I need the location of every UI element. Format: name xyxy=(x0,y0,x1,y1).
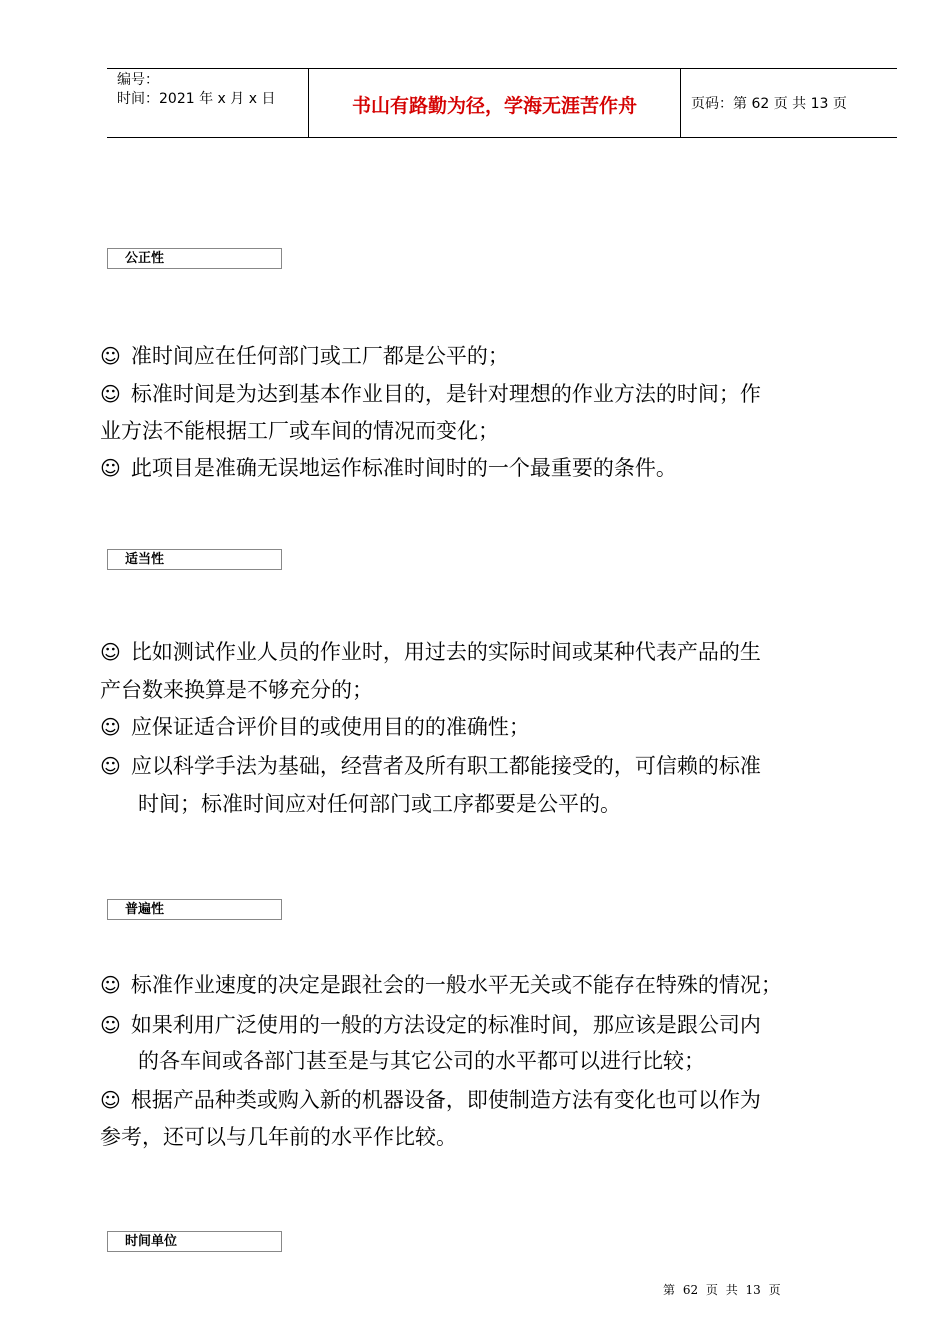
list-item-text: 根据产品种类或购入新的机器设备，即使制造方法有变化也可以作为 xyxy=(130,1088,761,1112)
list-item-text: 标准时间是为达到基本作业目的，是针对理想的作业方法的时间；作 xyxy=(130,382,761,406)
list-item xyxy=(100,1082,908,1119)
section-title-time-unit: 时间单位 xyxy=(107,1231,282,1252)
header-meta-cell xyxy=(107,69,309,137)
list-item-text: 准时间应在任何部门或工厂都是公平的； xyxy=(130,344,509,368)
header-motto: 书山有路勤为径，学海无涯苦作舟 xyxy=(351,95,637,117)
list-item xyxy=(100,634,908,671)
list-item-continuation: 产台数来换算是不够充分的； xyxy=(100,678,373,702)
list-item xyxy=(100,376,908,413)
smiley-icon: ☺ xyxy=(100,344,121,368)
list-item-text: 标准作业速度的决定是跟社会的一般水平无关或不能存在特殊的情况； xyxy=(130,973,782,997)
smiley-icon: ☺ xyxy=(100,1088,121,1112)
smiley-icon: ☺ xyxy=(100,1013,121,1037)
header-page-cell xyxy=(681,69,897,137)
list-item-text: 此项目是准确无误地运作标准时间时的一个最重要的条件。 xyxy=(130,456,677,480)
list-item-continuation: 的各车间或各部门甚至是与其它公司的水平都可以进行比较； xyxy=(138,1049,705,1073)
list-item-text: 如果利用广泛使用的一般的方法设定的标准时间，那应该是跟公司内 xyxy=(130,1013,761,1037)
list-item xyxy=(100,967,908,1004)
list-item xyxy=(100,748,908,785)
page-footer-number: 第 62 页 共 13 页 xyxy=(663,1283,781,1297)
list-item-continuation: 时间；标准时间应对任何部门或工序都要是公平的。 xyxy=(138,792,621,816)
list-item-text: 应以科学手法为基础，经营者及所有职工都能接受的，可信赖的标准 xyxy=(130,754,761,778)
header-page-number: 页码：第 62 页 共 13 页 xyxy=(691,96,847,112)
list-item-continuation: 业方法不能根据工厂或车间的情况而变化； xyxy=(100,419,499,443)
smiley-icon: ☺ xyxy=(100,754,121,778)
section-title-fairness: 公正性 xyxy=(107,248,282,269)
smiley-icon: ☺ xyxy=(100,715,121,739)
list-item xyxy=(100,1007,908,1044)
smiley-icon: ☺ xyxy=(100,973,121,997)
list-item xyxy=(100,450,908,487)
list-item xyxy=(100,709,908,746)
header-motto-cell xyxy=(309,69,681,137)
list-item-text: 应保证适合评价目的或使用目的的准确性； xyxy=(130,715,530,739)
list-item-continuation: 参考，还可以与几年前的水平作比较。 xyxy=(100,1125,457,1149)
page-header xyxy=(107,68,897,138)
smiley-icon: ☺ xyxy=(100,640,121,664)
smiley-icon: ☺ xyxy=(100,382,121,406)
list-item xyxy=(100,338,908,375)
section-title-appropriateness: 适当性 xyxy=(107,549,282,570)
list-item-text: 比如测试作业人员的作业时，用过去的实际时间或某种代表产品的生 xyxy=(130,640,761,664)
document-date-label: 时间：2021 年 x 月 x 日 xyxy=(117,91,276,107)
smiley-icon: ☺ xyxy=(100,456,121,480)
document-number-label: 编号： xyxy=(117,72,159,88)
section-title-universality: 普遍性 xyxy=(107,899,282,920)
